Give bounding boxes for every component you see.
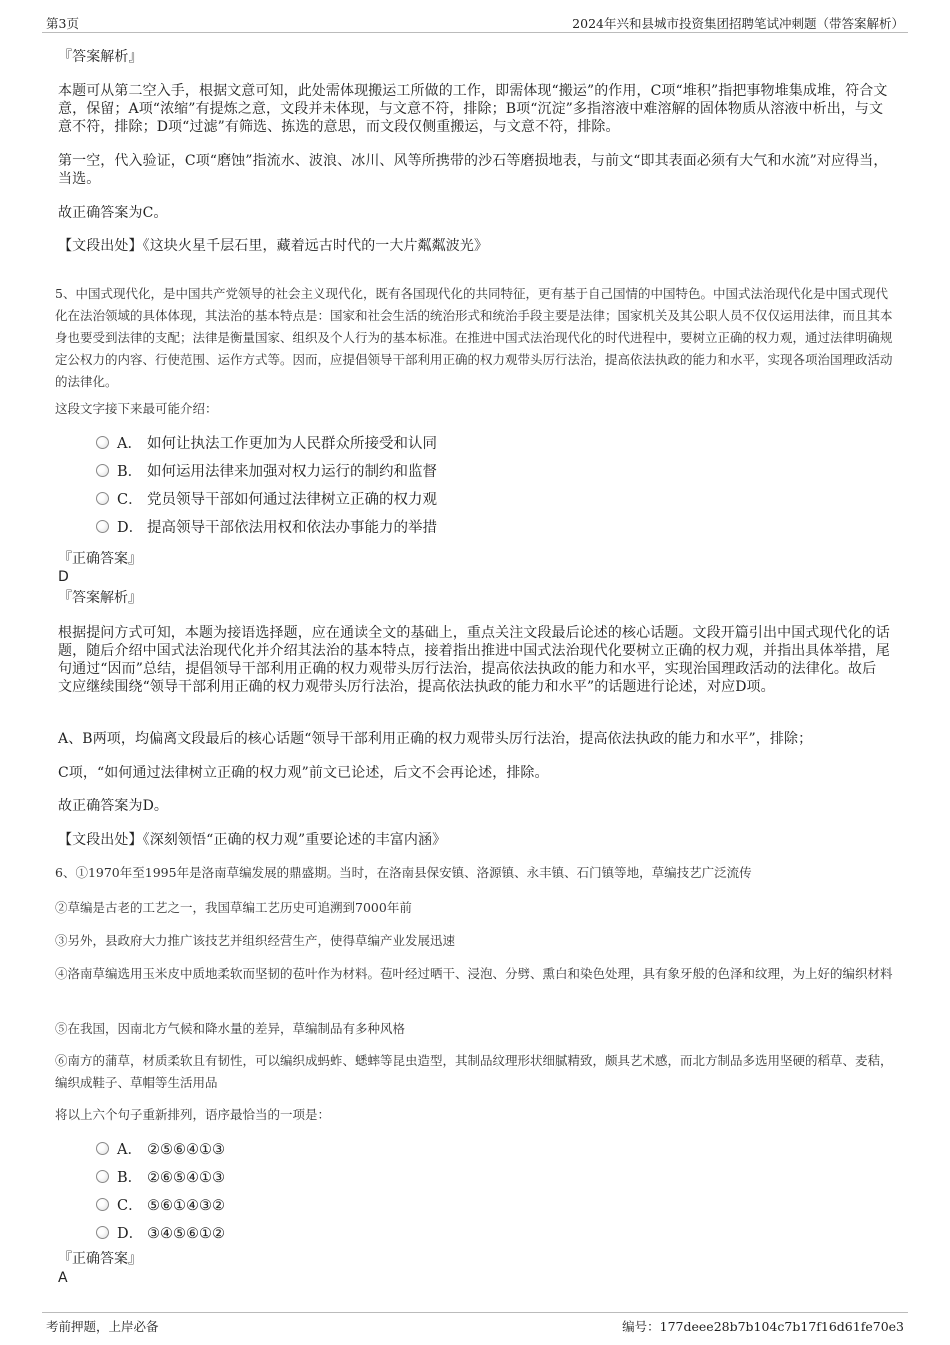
option-letter: B． (117, 464, 143, 480)
q6-option-a[interactable] (96, 1140, 225, 1160)
q5-option-a[interactable] (96, 434, 437, 454)
option-text: 党员领导干部如何通过法律树立正确的权力观 (147, 492, 437, 508)
q6-answer-label: 『正确答案』 (58, 1251, 142, 1267)
q6-sentence-6: ⑥南方的蒲草，材质柔软且有韧性，可以编织成蚂蚱、蟋蟀等昆虫造型，其制品纹理形状细腻精致，颇具艺术感，而北方制品多选用坚硬的稻草、麦秸，编织成鞋子、草帽等生活用品 (55, 1053, 893, 1090)
q4-analysis-p1: 本题可从第二空入手，根据文意可知，此处需体现搬运工所做的工作，即需体现“搬运”的作用，C项“堆积”指把事物堆集成堆，符合文意，保留；A项“浓缩”有提炼之意，文段并未体现，与文意不符，排除；B项“沉淀”多指溶液中难溶解的固体物质从溶液中析出，与文意不符，排除；D项“过滤”有筛选、拣选的意思，而文段仅侧重搬运，与文意不符，排除。 (58, 83, 888, 135)
option-text: ③④⑤⑥①② (147, 1226, 225, 1242)
radio-icon[interactable] (96, 520, 109, 533)
q5-source: 【文段出处】《深刻领悟“正确的权力观”重要论述的丰富内涵》 (58, 832, 447, 848)
page-footer (42, 1312, 908, 1335)
page-header (42, 10, 908, 33)
option-letter: D． (117, 520, 144, 536)
q5-analysis-p1: 根据提问方式可知，本题为接语选择题，应在通读全文的基础上，重点关注文段最后论述的核心话题。文段开篇引出中国式现代化的话题，随后介绍中国式法治现代化并介绍其法治的基本特点，接着指出推进中国式法治现代化要树立正确的权力观，并指出具体举措，尾句通过“因而”总结，提倡领导干部利用正确的权力观带头厉行法治，提高依法执政的能力和水平，实现治国理政活动的法律化。故后文应继续围绕“领导干部利用正确的权力观带头厉行法治，提高依法执政的能力和水平”的话题进行论述，对应D项。 (58, 625, 890, 695)
radio-icon[interactable] (96, 1142, 109, 1155)
q5-stem: 5、中国式现代化，是中国共产党领导的社会主义现代化，既有各国现代化的共同特征，更有基于自己国情的中国特色。中国式法治现代化是中国式现代化在法治领域的具体体现，其法治的基本特点是：国家和社会生活的统治形式和统治手段主要是法律；国家机关及其公职人员不仅仅运用法律，而且其本身也要受到法律的支配；法律是衡量国家、组织及个人行为的基本标准。在推进中国式法治现代化的时代进程中，要树立正确的权力观，通过法律明确规定公权力的内容、行使范围、运作方式等。因而，应提倡领导干部利用正确的权力观带头厉行法治，提高依法执政的能力和水平，实现各项治国理政活动的法律化。 (55, 286, 893, 389)
footer-slogan: 考前押题，上岸必备 (46, 1319, 159, 1334)
option-letter: A． (117, 436, 142, 452)
q6-sentence-3: ③另外，县政府大力推广该技艺并组织经营生产，使得草编产业发展迅速 (55, 933, 456, 948)
q6-option-c[interactable] (96, 1196, 225, 1216)
option-letter: C． (117, 492, 143, 508)
option-text: ②⑥⑤④①③ (147, 1170, 225, 1186)
q5-option-d[interactable] (96, 518, 437, 538)
q6-question: 将以上六个句子重新排列，语序最恰当的一项是： (55, 1107, 331, 1122)
option-text: ②⑤⑥④①③ (147, 1142, 225, 1158)
q4-analysis-label: 『答案解析』 (58, 49, 143, 65)
q5-analysis-p2: A、B两项，均偏离文段最后的核心话题“领导干部利用正确的权力观带头厉行法治，提高依法执政的能力和水平”，排除； (58, 731, 813, 747)
q4-analysis-p2: 第一空，代入验证，C项“磨蚀”指流水、波浪、冰川、风等所携带的沙石等磨损地表，与前文“即其表面必须有大气和水流”对应得当，当选。 (58, 153, 888, 187)
q4-source: 【文段出处】《这块火星千层石里，藏着远古时代的一大片粼粼波光》 (58, 238, 489, 254)
radio-icon[interactable] (96, 492, 109, 505)
option-text: 如何让执法工作更加为人民群众所接受和认同 (147, 436, 437, 452)
q5-answer: D (58, 569, 69, 585)
radio-icon[interactable] (96, 436, 109, 449)
q5-analysis-label: 『答案解析』 (58, 590, 142, 606)
option-letter: B． (117, 1170, 143, 1186)
radio-icon[interactable] (96, 1226, 109, 1239)
q6-sentence-4: ④洛南草编选用玉米皮中质地柔软而坚韧的苞叶作为材料。苞叶经过晒干、浸泡、分劈、熏白和染色处理，具有象牙般的色泽和纹理，为上好的编织材料 (55, 966, 893, 981)
q6-sentence-2: ②草编是古老的工艺之一，我国草编工艺历史可追溯到7000年前 (55, 900, 412, 915)
q6-sentence-1: 6、①1970年至1995年是洛南草编发展的鼎盛期。当时，在洛南县保安镇、洛源镇、永丰镇、石门镇等地，草编技艺广泛流传 (55, 865, 752, 880)
q6-answer: A (58, 1270, 68, 1286)
q4-analysis-p3: 故正确答案为C。 (58, 205, 168, 221)
q5-question: 这段文字接下来最可能介绍： (55, 401, 218, 416)
q6-sentence-5: ⑤在我国，因南北方气候和降水量的差异，草编制品有多种风格 (55, 1021, 406, 1036)
option-text: 如何运用法律来加强对权力运行的制约和监督 (147, 464, 437, 480)
document-code: 编号：177deee28b7b104c7b17f16d61fe70e3 (622, 1319, 904, 1334)
q6-option-d[interactable] (96, 1224, 225, 1244)
radio-icon[interactable] (96, 1170, 109, 1183)
radio-icon[interactable] (96, 464, 109, 477)
radio-icon[interactable] (96, 1198, 109, 1211)
q5-analysis-p3: C项，“如何通过法律树立正确的权力观”前文已论述，后文不会再论述，排除。 (58, 765, 549, 781)
option-letter: C． (117, 1198, 143, 1214)
option-letter: A． (117, 1142, 142, 1158)
q5-option-b[interactable] (96, 462, 437, 482)
option-text: ⑤⑥①④③② (147, 1198, 225, 1214)
document-title: 2024年兴和县城市投资集团招聘笔试冲刺题（带答案解析） (572, 16, 904, 31)
q6-option-b[interactable] (96, 1168, 225, 1188)
option-text: 提高领导干部依法用权和依法办事能力的举措 (147, 520, 437, 536)
q5-analysis-p4: 故正确答案为D。 (58, 798, 169, 814)
option-letter: D． (117, 1226, 144, 1242)
q5-option-c[interactable] (96, 490, 437, 510)
page-number: 第3页 (46, 16, 79, 31)
q5-answer-label: 『正确答案』 (58, 551, 142, 567)
